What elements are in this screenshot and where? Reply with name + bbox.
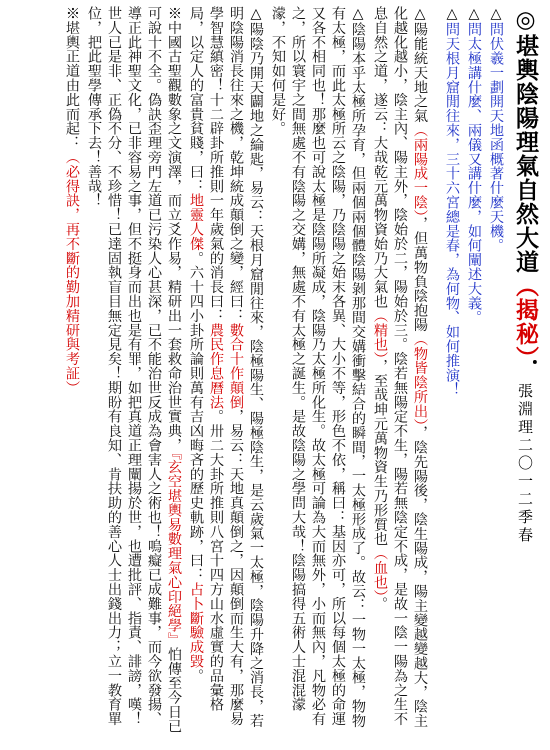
paragraph-text: 。 [372,596,388,612]
paragraph-text: 。六十四小卦所論則萬有吉凶晦吝的歷史軌跡，曰： [188,250,204,583]
reference-mark-icon: ※ [166,6,182,21]
paragraph-3 [186,6,266,736]
highlight-term: 數合十作顛倒 [228,322,244,410]
paragraph-text: 堪輿正道由此而起： [64,20,80,151]
question-3 [442,6,462,397]
reference-mark-icon: ※ [64,6,80,21]
paragraph-1 [370,6,430,736]
paragraph-text: ，易云：天地真顛倒之，因顛倒而生大有，那麼易學智慧縝密！十二辟卦所推則一年歲氣的消長曰： [208,6,244,727]
paragraph-text: 。 [188,668,204,683]
highlight-term: 占卜斷驗成毀 [188,582,204,669]
paragraph-text: ，陰先陽後，陰生陽成，陽主變越變越大，陰主化越化越小，陰主內、陽主外，陰始於二，陽始於三。陰若無陽定不生，陽若無陰定不成，是故一陰一陽為之生不息自然之道，遂云：大哉乾元萬物資始乃大氣也 [372,6,428,729]
page-title [508,6,542,545]
paragraph-4 [84,6,184,736]
paragraph-2 [268,6,368,736]
highlight-book-title: 『玄空堪輿易數理氣心印絕學』 [166,452,182,647]
paragraph-text: 陰陽本乎太極所孕育，但兩個兩個體陰陽剝那間交媾衝擊結合的瞬間，一太極形成了。故云：一物一太極，物物有太極，而此太極所云之陰陽，乃陰陽之始末各異、大小不等，形色不依，稱曰：基因亦可，所以每個太極的命運又各不相同也！那麼也可說太極是陰陽所凝成，陰陽乃太極所化生。故太極可論為大而無外，小而無內，凡物必有之，所以寰宇之間無處不有陰陽之交媾，無處不有太極之誕生。是故陰陽之學問大哉！陰陽搞得五術人士混混濛濛，不知如何是好。 [270,6,366,728]
question-text: 問伏羲一劃開天地函概著什麼天機。 [488,22,504,253]
question-1 [486,6,506,253]
question-text: 問天根月窟閒往來，三十六宮總是春，為何物、如何推演！ [444,22,460,397]
triangle-icon: △ [350,6,366,23]
highlight-term: 地靈人傑 [188,193,204,251]
highlight-note: （兩陽成一陰） [412,123,428,217]
author-signature: 張淵理二〇一二季春 [516,382,534,545]
paragraph-text: 陽陰乃開天闢地之綸匙，易云：天根月窟閒往來，陰極陽生、陽極陰生，是云歲氣一太極，陰陽升降之消長，若明陰陽消長往來之機，乾坤統成顛倒之變，經曰： [228,6,264,728]
triangle-icon: △ [412,6,428,23]
triangle-icon: △ [466,6,482,23]
triangle-icon: △ [444,6,460,23]
highlight-note: （必得訣，再不斷的勤加精研與考証） [64,150,80,395]
title-separator: ． [512,358,539,383]
paragraph-text: 。卅二大卦所推則八宮十四方山水虛實的品彙格局，以定人的富貴貧賤，曰： [188,6,224,712]
document-page [6,6,542,742]
highlight-note: （血也） [372,546,388,597]
paragraph-text: 中國古聖觀數象之文演澤，而立爻作易，精研出一套救命治世實典， [166,20,182,453]
title-bracketed: （揭秘） [512,274,539,359]
highlight-term: 農民作息曆法 [208,322,224,410]
paragraph-text: 陽能統天地之氣 [412,22,428,124]
question-text: 問太極講什麼、兩儀又講什麼，如何闡述大義。 [466,22,482,325]
question-2 [464,6,484,325]
highlight-note: （精也） [372,308,388,359]
highlight-note: （物皆陰所出） [412,331,428,426]
paragraph-text: 怕傳至今日已可說十不全。偽訣歪理旁門左道已污染人心甚深，已不能治世反成為會害人之術也！嗚癡已成難事，而今欲發揚、導正此神聖文化，已非容易之事，但不挺身而出也是有罪，如把真道正理闡揚於世，也遭批評、指責、誹謗，嘆！世人已是非、正偽不分、不珍惜！已達固執盲目無定見矣！期盼有良知、肯扶助的善心人士出錢出力；立一教育單位，把此聖學傳承下去！善哉！ [86,6,182,734]
triangle-icon: △ [488,6,504,23]
title-main: ◎堪輿陰陽理氣自然大道 [512,6,539,274]
paragraph-text: ，至哉坤元萬物資生乃形質也 [372,358,388,547]
paragraph-5 [62,6,82,736]
triangle-icon: △ [248,6,264,23]
paragraph-text: ，但萬物負陰抱陽 [412,216,428,332]
